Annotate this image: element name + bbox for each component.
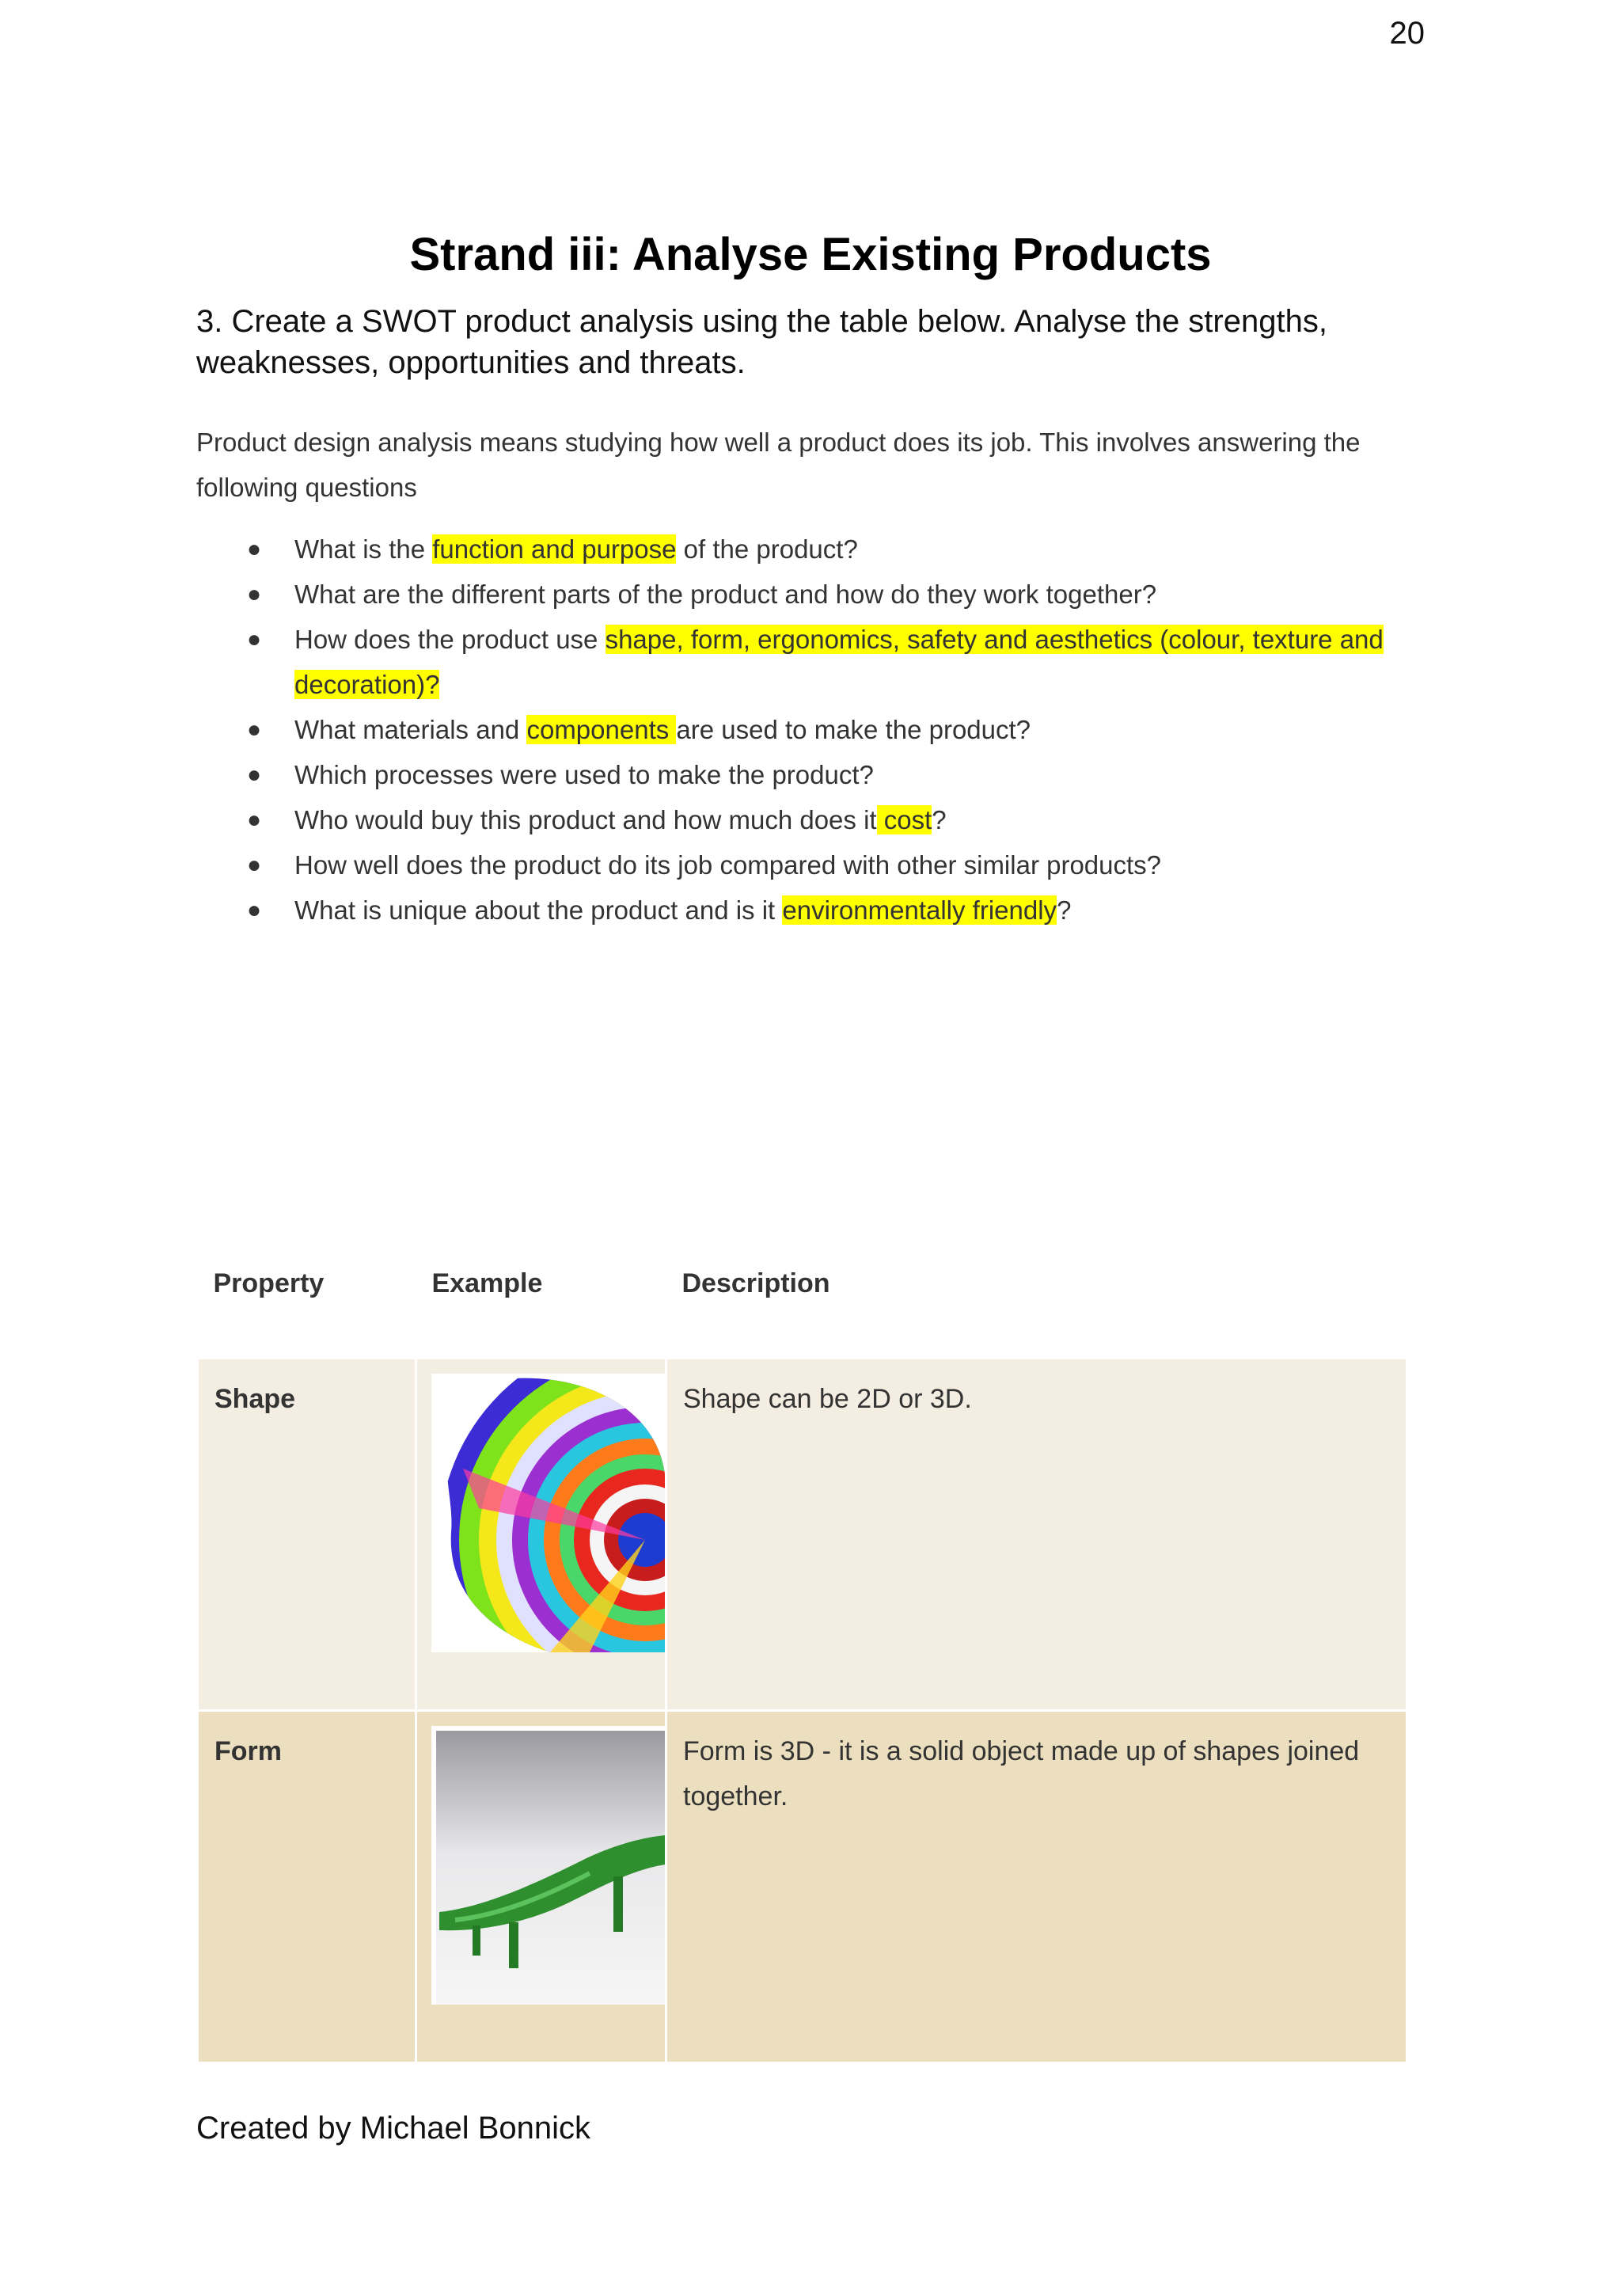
question-list [196, 526, 1431, 933]
question-text: are used to make the product? [676, 715, 1031, 744]
column-header-property: Property [198, 1251, 416, 1359]
question-text: of the product? [676, 534, 858, 564]
example-cell [416, 1711, 666, 2063]
list-item [196, 617, 1431, 707]
list-item [196, 526, 1431, 572]
question-text: How well does the product do its job compared with other similar products? [294, 850, 1162, 880]
question-text: How does the product use [294, 625, 606, 654]
highlighted-text: cost [876, 805, 932, 834]
footer-credit: Created by Michael Bonnick [196, 2111, 591, 2146]
list-item [196, 888, 1431, 933]
highlighted-text: components [526, 715, 677, 744]
bullet-icon: ● [247, 581, 262, 607]
intro-paragraph: Product design analysis means studying how well a product does its job. This involves answering the following questions [196, 428, 1361, 502]
property-cell: Shape [198, 1359, 416, 1711]
list-item [196, 752, 1431, 797]
bullet-icon: ● [247, 762, 262, 788]
question-text: ? [1057, 895, 1072, 925]
column-header-example: Example [416, 1251, 666, 1359]
description-cell: Shape can be 2D or 3D. [666, 1359, 1407, 1711]
bullet-icon: ● [247, 717, 262, 743]
page-title: Strand iii: Analyse Existing Products [409, 229, 1212, 280]
question-text: ? [932, 805, 947, 834]
list-item [196, 842, 1431, 888]
question-text: What is unique about the product and is it [294, 895, 783, 925]
question-text: What is the [294, 534, 433, 564]
question-text: What materials and [294, 715, 527, 744]
bullet-icon: ● [247, 536, 262, 562]
highlighted-text: shape, form, ergonomics, safety and aesthetics (colour, texture and decoration)? [294, 625, 1384, 699]
bullet-icon: ● [247, 852, 262, 878]
list-item [196, 572, 1431, 617]
bullet-icon: ● [247, 807, 262, 833]
green-chair-image [431, 1726, 666, 2005]
page-number: 20 [1389, 16, 1425, 51]
property-cell: Form [198, 1711, 416, 2063]
highlighted-text: environmentally friendly [782, 895, 1057, 925]
list-item [196, 707, 1431, 752]
bullet-icon: ● [247, 626, 262, 652]
description-cell: Form is 3D - it is a solid object made up of shapes joined together. [666, 1711, 1407, 2063]
question-text: What are the different parts of the product and how do they work together? [294, 580, 1157, 609]
task-instruction: 3. Create a SWOT product analysis using the table below. Analyse the strengths, weaknesses, opportunities and threats. [196, 304, 1327, 380]
list-item [196, 797, 1431, 842]
table-row [198, 1711, 1407, 2063]
example-cell [416, 1359, 666, 1711]
question-text: Who would buy this product and how much does it [294, 805, 877, 834]
column-header-description: Description [666, 1251, 1407, 1359]
property-table [196, 1251, 1408, 2064]
swirl-shape-image [431, 1374, 666, 1652]
bullet-icon: ● [247, 897, 262, 923]
table-row [198, 1359, 1407, 1711]
highlighted-text: function and purpose [432, 534, 677, 564]
question-text: Which processes were used to make the product? [294, 760, 874, 789]
